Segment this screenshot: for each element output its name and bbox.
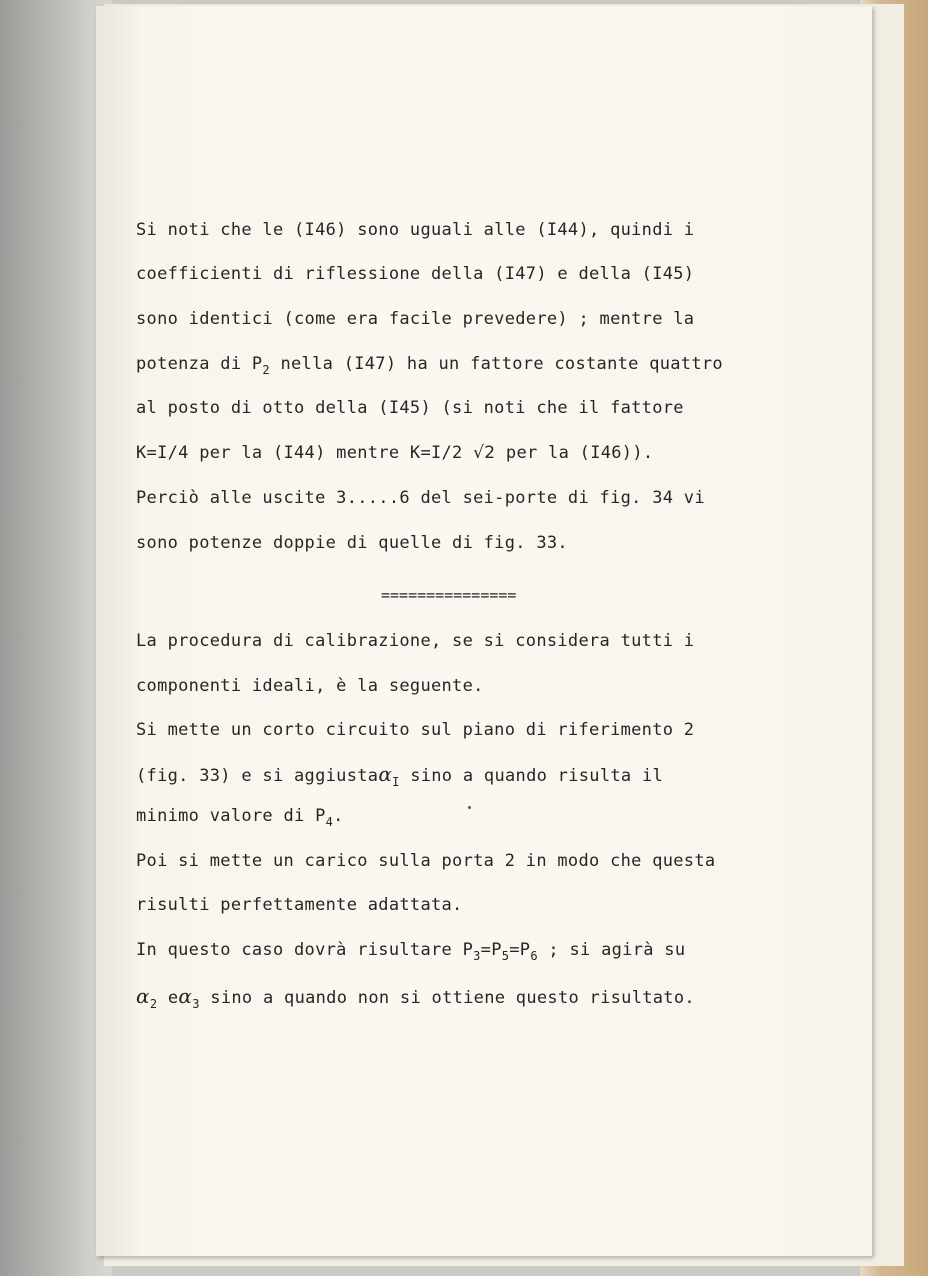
text-line: componenti ideali, è la seguente.	[136, 676, 484, 696]
text-line: Perciò alle uscite 3.....6 del sei-porte di fig. 34 vi	[136, 488, 705, 508]
text-line	[136, 806, 344, 829]
text-segment: In questo caso dovrà risultare P	[136, 940, 474, 960]
text-segment: (fig. 33) e si aggiusta	[136, 766, 379, 786]
ink-speck	[468, 806, 471, 809]
text-line	[136, 984, 695, 1011]
text-segment: .	[333, 806, 344, 826]
alpha-symbol: α	[136, 984, 150, 1008]
subscript: 6	[530, 949, 538, 963]
subscript: 2	[149, 997, 158, 1011]
document-page	[96, 6, 872, 1256]
subscript: 2	[262, 363, 270, 377]
text-line: La procedura di calibrazione, se si considera tutti i	[136, 631, 695, 651]
text-line: sono identici (come era facile prevedere) ; mentre la	[136, 309, 695, 329]
alpha-symbol: α	[378, 762, 393, 786]
text-line	[136, 762, 664, 789]
subscript: 4	[325, 815, 334, 829]
subscript: 5	[501, 949, 510, 963]
alpha-symbol: α	[178, 984, 193, 1008]
section-separator: ===============	[381, 586, 517, 604]
subscript: 3	[192, 997, 200, 1011]
text-line: Si mette un corto circuito sul piano di riferimento 2	[136, 720, 695, 740]
text-segment: sino a quando risulta il	[399, 766, 664, 786]
text-segment: K=I/4 per la (I44) mentre K=I/2	[136, 443, 474, 463]
text-line	[136, 443, 653, 463]
text-segment: =P	[480, 940, 502, 960]
square-root: √2	[473, 443, 496, 463]
text-segment: potenza di P	[136, 354, 263, 374]
text-line: coefficienti di riflessione della (I47) e della (I45)	[136, 264, 695, 284]
text-line	[136, 940, 686, 963]
text-segment: nella (I47) ha un fattore costante quattro	[269, 354, 723, 374]
text-segment: e	[157, 988, 179, 1008]
text-segment: =P	[509, 940, 531, 960]
text-segment: per la (I46)).	[495, 443, 654, 463]
subscript: 3	[473, 949, 481, 963]
text-line: risulti perfettamente adattata.	[136, 895, 463, 915]
text-line	[136, 354, 723, 377]
text-segment: sino a quando non si ottiene questo risultato.	[199, 988, 695, 1008]
text-line: Poi si mette un carico sulla porta 2 in modo che questa	[136, 851, 716, 871]
text-segment: ; si agirà su	[537, 940, 686, 960]
text-line: sono potenze doppie di quelle di fig. 33.	[136, 533, 568, 553]
text-line: al posto di otto della (I45) (si noti che il fattore	[136, 398, 684, 418]
subscript: I	[392, 775, 400, 789]
text-line: Si noti che le (I46) sono uguali alle (I44), quindi i	[136, 220, 695, 240]
text-segment: minimo valore di P	[136, 806, 326, 826]
